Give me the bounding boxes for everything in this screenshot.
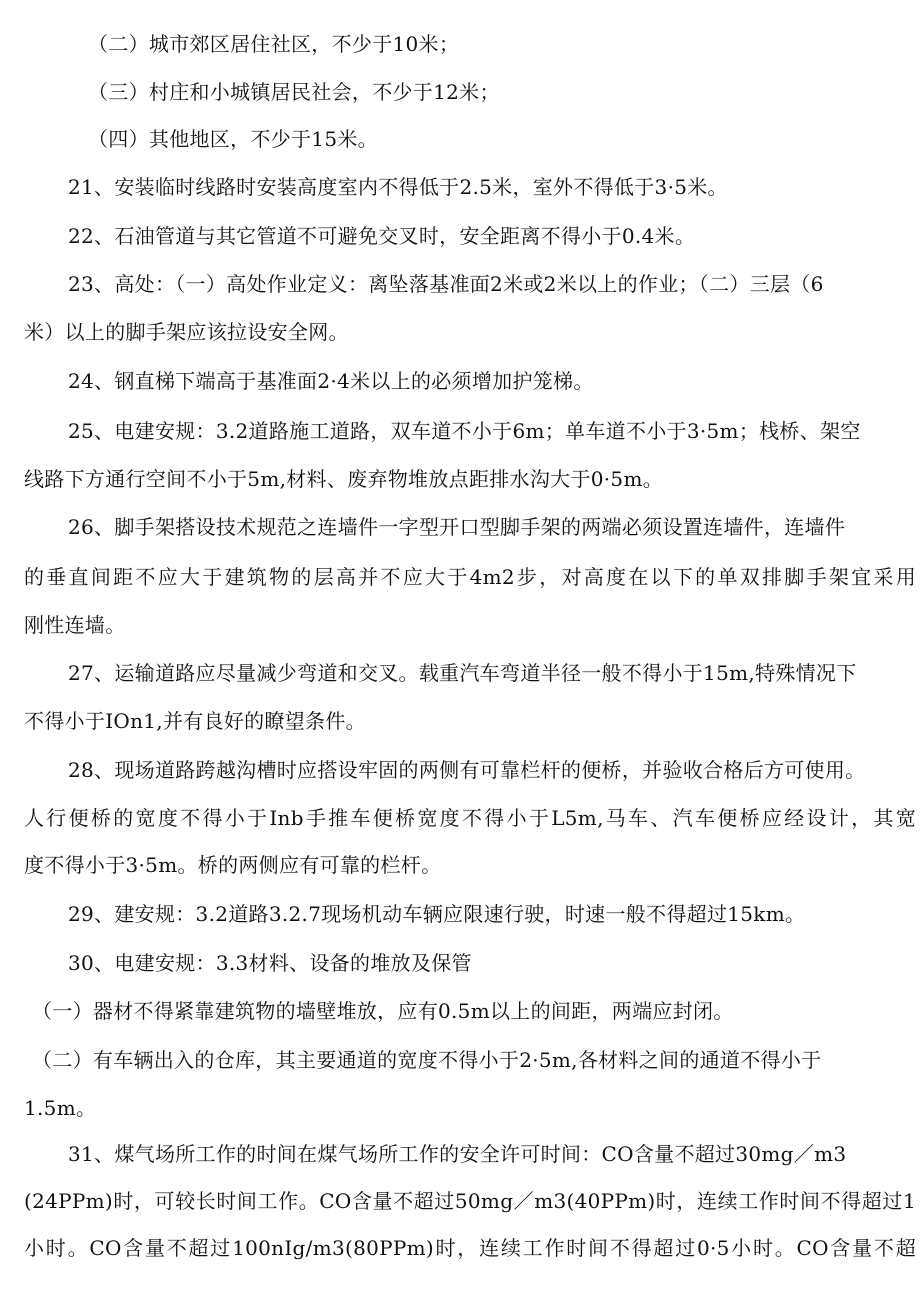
- text-line: 24、钢直梯下端高于基准面2·4米以上的必须增加护笼梯。: [68, 369, 594, 393]
- text-line: （四）其他地区，不少于15米。: [88, 127, 378, 151]
- text-line: 27、运输道路应尽量减少弯道和交叉。载重汽车弯道半径一般不得小于15m,特殊情况下: [68, 661, 857, 685]
- text-line: （三）村庄和小城镇居民社会，不少于12米；: [88, 80, 500, 104]
- text-line: 的垂直间距不应大于建筑物的层高并不应大于4m2步，对高度在以下的单双排脚手架宜采用: [24, 565, 916, 589]
- text-line: 小时。CO含量不超过100nIg/m3(80PPm)时，连续工作时间不得超过0·5小时。CO含量不超: [24, 1236, 916, 1260]
- text-line: 不得小于IOn1,并有良好的瞭望条件。: [24, 709, 366, 733]
- text-line: 度不得小于3·5m。桥的两侧应有可靠的栏杆。: [24, 853, 442, 877]
- text-line: (24PPm)时，可较长时间工作。CO含量不超过50mg／m3(40PPm)时，连续工作时间不得超过1: [24, 1189, 916, 1213]
- text-line: 刚性连墙。: [24, 613, 126, 637]
- text-line: 31、煤气场所工作的时间在煤气场所工作的安全许可时间：CO含量不超过30mg／m3: [68, 1142, 847, 1166]
- text-line: 人行便桥的宽度不得小于Inb手推车便桥宽度不得小于L5m,马车、汽车便桥应经设计，其宽: [24, 806, 916, 830]
- text-line: 25、电建安规：3.2道路施工道路，双车道不小于6m；单车道不小于3·5m；栈桥、架空: [68, 419, 861, 443]
- text-line: 29、建安规：3.2道路3.2.7现场机动车辆应限速行驶，时速一般不得超过15km。: [68, 902, 806, 926]
- text-line: （一）器材不得紧靠建筑物的墙壁堆放，应有0.5m以上的间距，两端应封闭。: [32, 999, 734, 1023]
- text-line: 23、高处：（一）高处作业定义：离坠落基准面2米或2米以上的作业；（二）三层（6: [68, 272, 824, 296]
- text-line: 30、电建安规：3.3材料、设备的堆放及保管: [68, 951, 472, 975]
- text-line: 米）以上的脚手架应该拉设安全网。: [24, 320, 349, 344]
- text-line: 22、石油管道与其它管道不可避免交叉时，安全距离不得小于0.4米。: [68, 224, 696, 248]
- text-line: 28、现场道路跨越沟槽时应搭设牢固的两侧有可靠栏杆的便桥，并验收合格后方可使用。: [68, 758, 866, 782]
- text-line: 21、安装临时线路时安装高度室内不得低于2.5米，室外不得低于3·5米。: [68, 175, 728, 199]
- text-line: （二）有车辆出入的仓库，其主要通道的宽度不得小于2·5m,各材料之间的通道不得小于: [32, 1048, 822, 1072]
- text-line: 1.5m。: [24, 1096, 97, 1120]
- text-line: 线路下方通行空间不小于5m,材料、废弃物堆放点距排水沟大于0·5m。: [24, 467, 664, 491]
- text-line: （二）城市郊区居住社区，不少于10米；: [88, 32, 460, 56]
- text-line: 26、脚手架搭设技术规范之连墙件一字型开口型脚手架的两端必须设置连墙件，连墙件: [68, 515, 846, 539]
